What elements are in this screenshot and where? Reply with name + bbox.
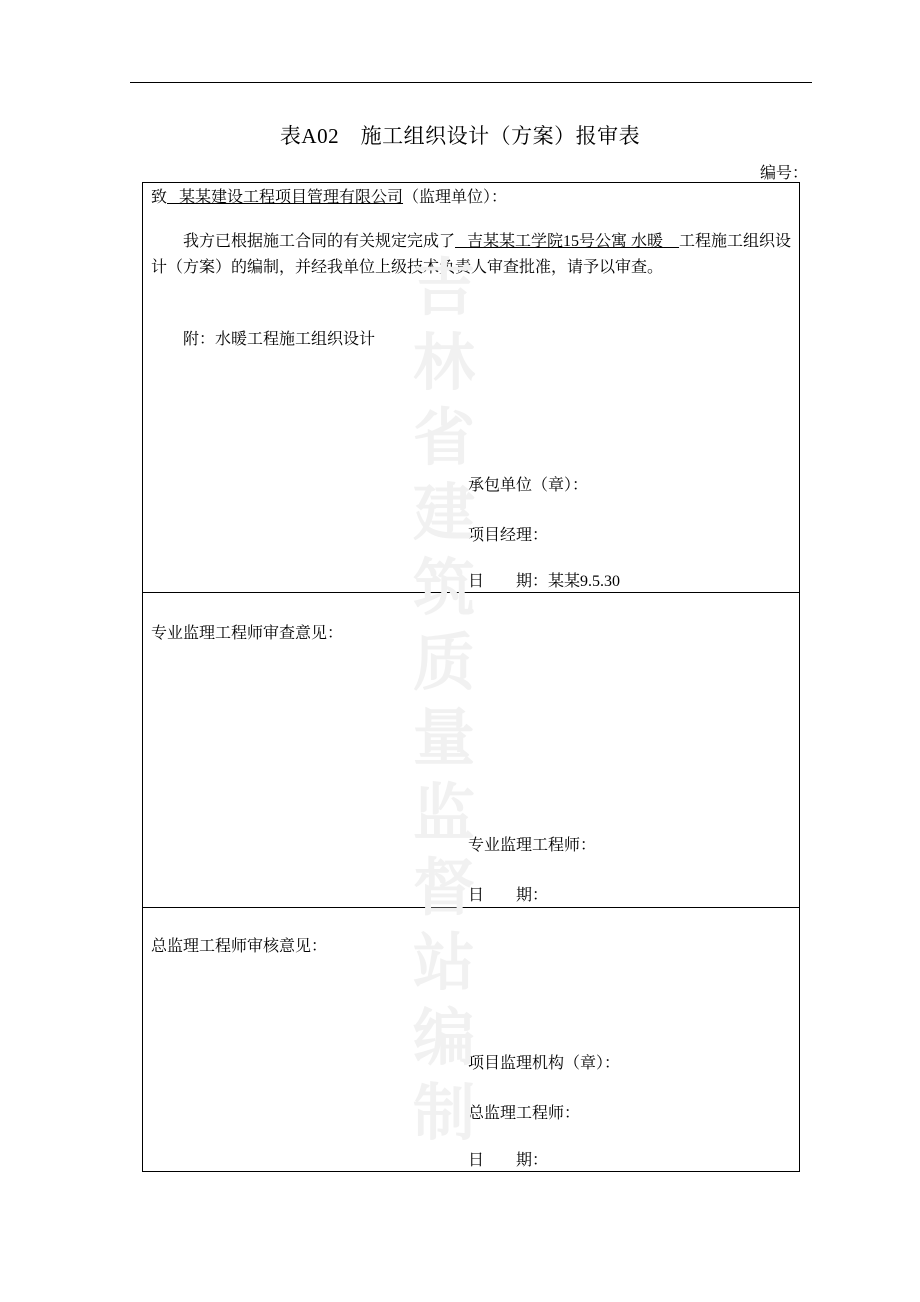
attachment-line: 附：水暖工程施工组织设计 [183,331,376,348]
submission-statement: 我方已根据施工合同的有关规定完成了 吉某某工学院15号公寓 水暖 工程施工组织设计（方案）的编制，并经我单位上级技术负责人审查批准，请予以审查。 [151,233,792,276]
serial-number-label: 编号： [759,165,808,182]
project-name: 吉某某工学院15号公寓 水暖 [467,233,664,250]
specialist-engineer-label: 专业监理工程师： [468,837,597,854]
project-manager-label: 项目经理： [468,527,549,544]
contractor-label: 承包单位（章）： [468,477,589,494]
addressee-suffix: （监理单位）： [403,189,508,206]
chief-review-section [143,908,799,1171]
header-rule [130,82,812,83]
supervision-unit-name: 某某建设工程项目管理有限公司 [179,189,404,206]
watermark-text: 吉林省建筑质量监督站编制 [412,251,475,1149]
addressee-line [151,185,507,211]
chief-opinion-heading: 总监理工程师审核意见： [151,938,328,955]
submission-date-value: 某某9.5.30 [548,573,621,590]
addressee-prefix: 致 [151,189,168,206]
specialist-date-label: 日 期： [468,887,549,904]
supervision-org-label: 项目监理机构（章）： [468,1055,621,1072]
submission-section [143,183,799,593]
review-form-table [142,182,800,1172]
chief-date-label: 日 期： [468,1152,549,1169]
specialist-opinion-heading: 专业监理工程师审查意见： [151,625,344,642]
specialist-review-section [143,593,799,908]
chief-engineer-label: 总监理工程师： [468,1105,581,1122]
date-label: 日 期： [468,573,549,590]
form-title: 表A02 施工组织设计（方案）报审表 [279,124,641,148]
submission-date-line [468,569,620,595]
